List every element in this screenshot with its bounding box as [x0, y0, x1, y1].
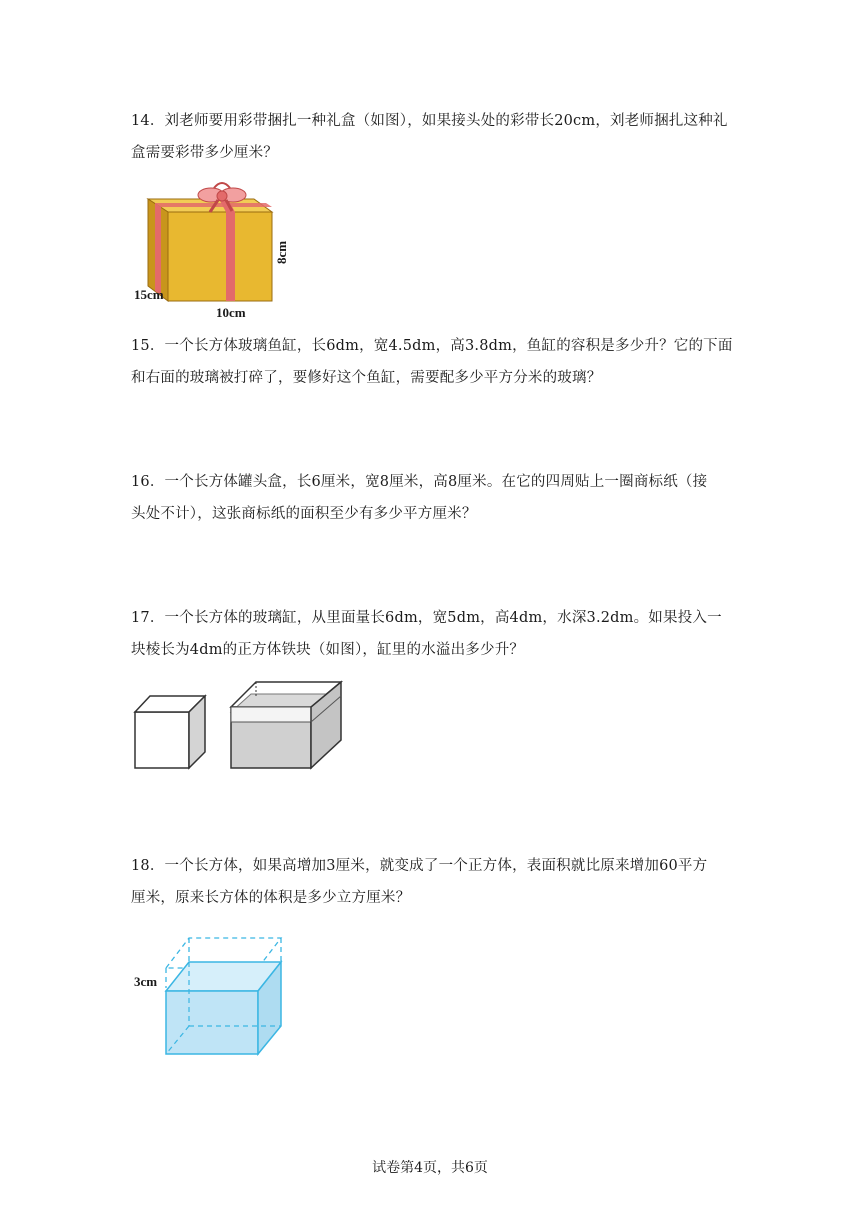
question-18 — [131, 851, 735, 913]
question-14-line-2: 盒需要彩带多少厘米？ — [131, 145, 278, 161]
width-label: 15cm — [134, 287, 164, 302]
question-15-line-2: 和右面的玻璃被打碎了，要修好这个鱼缸，需要配多少平方分米的玻璃？ — [131, 370, 602, 386]
question-18-line-1: 18．一个长方体，如果高增加3厘米，就变成了一个正方体，表面积就比原来增加60平方 — [131, 858, 708, 874]
gift-box-figure — [128, 178, 308, 320]
height-increase-label: 3cm — [134, 974, 158, 989]
cuboid-figure — [130, 928, 290, 1058]
question-17-line-2: 块棱长为4dm的正方体铁块（如图），缸里的水溢出多少升？ — [131, 642, 525, 658]
cuboid-icon — [166, 962, 281, 1054]
question-14-line-1: 14．刘老师要用彩带捆扎一种礼盒（如图），如果接头处的彩带长20cm，刘老师捆扎这种礼 — [131, 113, 728, 129]
length-label: 10cm — [216, 305, 246, 320]
page-footer: 试卷第4页，共6页 — [372, 1160, 488, 1176]
cube-and-tank-figure — [130, 676, 346, 774]
water-tank-icon — [231, 682, 341, 768]
question-15-line-1: 15．一个长方体玻璃鱼缸，长6dm，宽4.5dm，高3.8dm，鱼缸的容积是多少升？它的下面 — [131, 338, 733, 354]
question-14 — [131, 106, 735, 168]
ribbon-front-1 — [226, 212, 235, 301]
question-16-line-2: 头处不计），这张商标纸的面积至少有多少平方厘米？ — [131, 506, 477, 522]
height-label: 8cm — [274, 240, 289, 264]
question-18-line-2: 厘米，原来长方体的体积是多少立方厘米？ — [131, 890, 411, 906]
ribbon-side — [155, 203, 161, 295]
question-16 — [131, 467, 735, 529]
question-15 — [131, 331, 735, 393]
gift-box-front — [168, 212, 272, 301]
question-16-line-1: 16．一个长方体罐头盒，长6厘米，宽8厘米，高8厘米。在它的四周贴上一圈商标纸（接 — [131, 474, 708, 490]
cube-icon — [135, 696, 205, 768]
question-17 — [131, 603, 735, 665]
question-17-line-1: 17．一个长方体的玻璃缸，从里面量长6dm，宽5dm，高4dm，水深3.2dm。如果投入一 — [131, 610, 722, 626]
